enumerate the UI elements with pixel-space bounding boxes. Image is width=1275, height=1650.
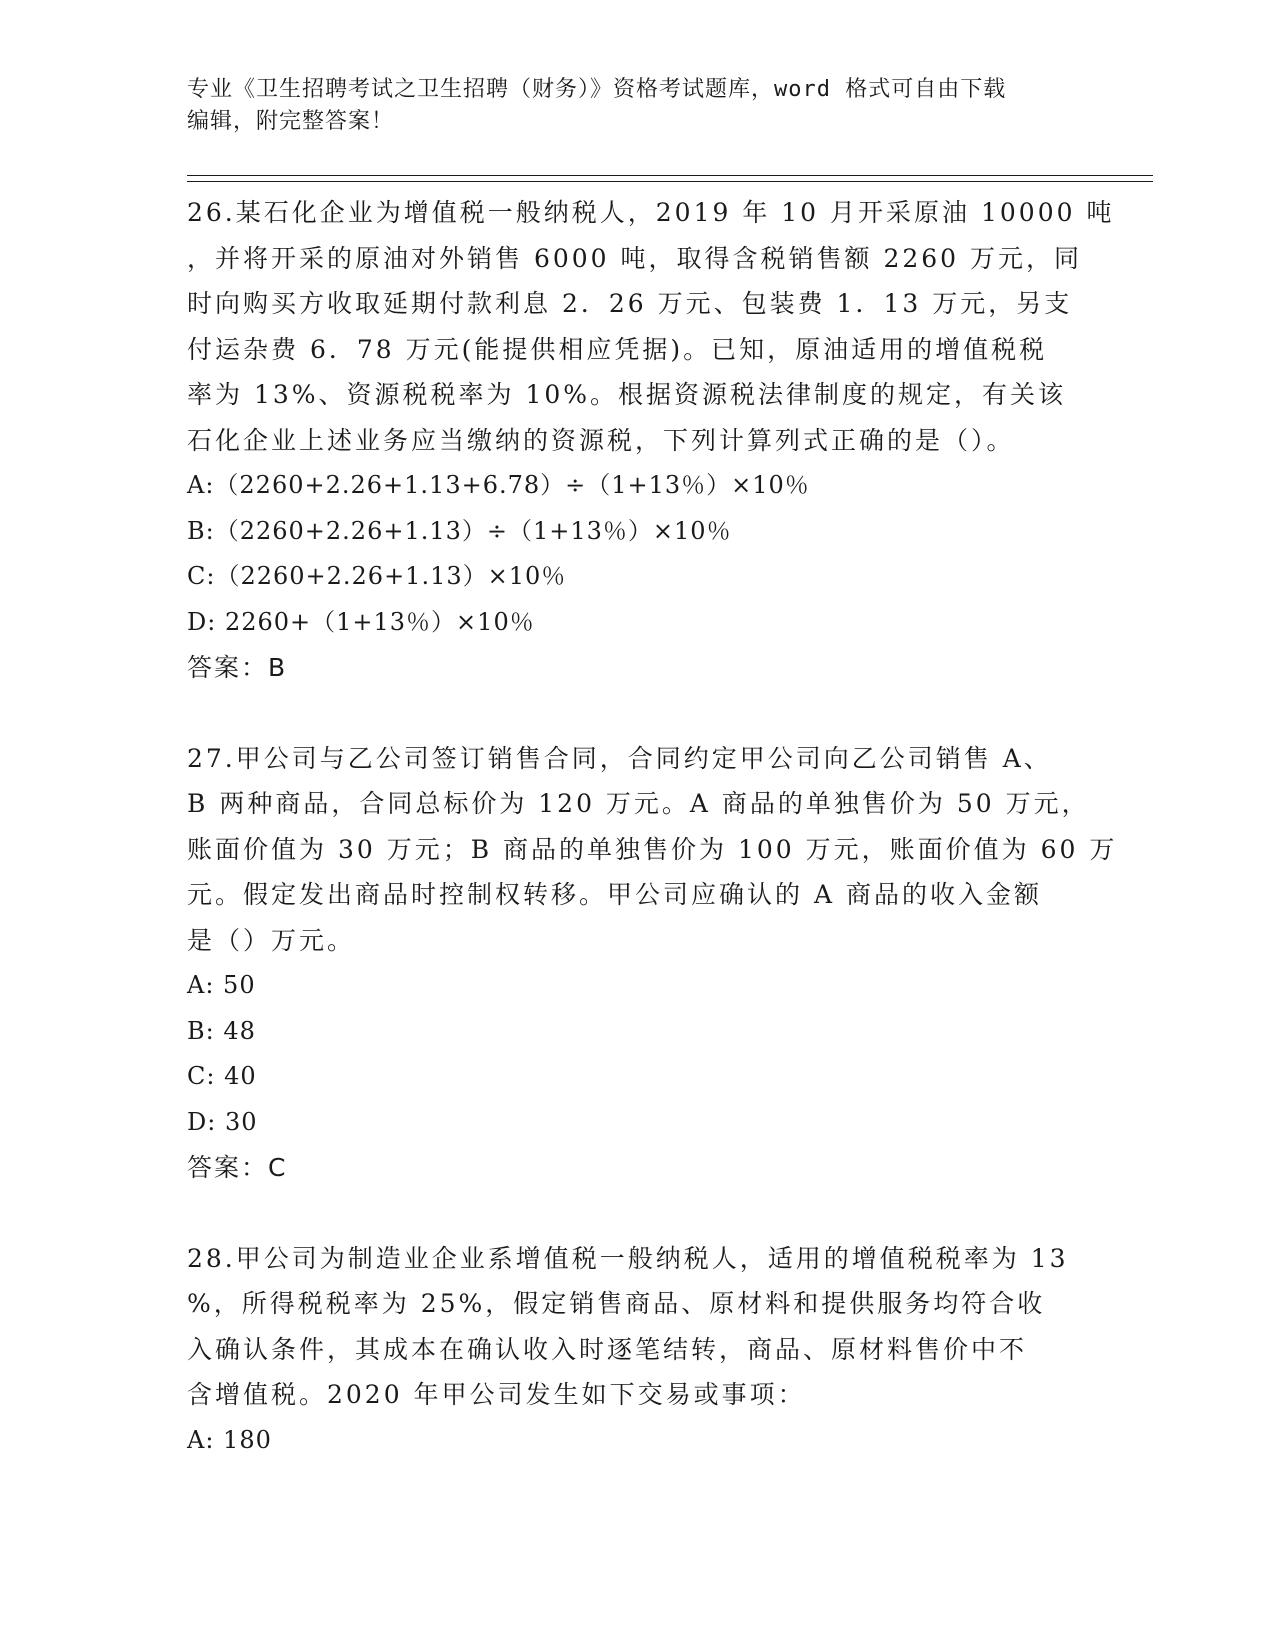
option-a: A: 180 xyxy=(187,1425,272,1454)
question-text-line: 入确认条件，其成本在确认收入时逐笔结转，商品、原材料售价中不 xyxy=(187,1334,1028,1364)
question-text-line: 付运杂费 6．78 万元(能提供相应凭据)。已知，原油适用的增值税税 xyxy=(187,334,1048,364)
spacer xyxy=(187,691,1087,736)
option-a: A: 50 xyxy=(187,971,256,999)
option-c: C: 40 xyxy=(187,1062,257,1090)
question-text-line: 28.甲公司为制造业企业系增值税一般纳税人，适用的增值税税率为 13 xyxy=(187,1243,1069,1273)
question-text-line: %，所得税税率为 25%，假定销售商品、原材料和提供服务均符合收 xyxy=(187,1289,1046,1318)
answer-label: 答案：B xyxy=(187,653,288,682)
question-text-line: 27.甲公司与乙公司签订销售合同，合同约定甲公司向乙公司销售 A、 xyxy=(187,743,1052,773)
option-b: B: 48 xyxy=(187,1016,256,1045)
option-c: C:（2260+2.26+1.13）×10％ xyxy=(187,562,567,590)
answer-label: 答案：C xyxy=(187,1153,288,1182)
question-text-line: 时向购买方收取延期付款利息 2．26 万元、包装费 1．13 万元，另支 xyxy=(187,289,1073,318)
header-divider-bottom xyxy=(187,181,1153,182)
question-text-line: 是（）万元。 xyxy=(187,925,356,955)
header-line-1: 专业《卫生招聘考试之卫生招聘（财务）》资格考试题库，word 格式可自由下载 xyxy=(187,77,1007,102)
option-d: D: 2260+（1+13％）×10％ xyxy=(187,607,535,636)
question-text-line: B 两种商品，合同总标价为 120 万元。A 商品的单独售价为 50 万元， xyxy=(187,789,1090,818)
option-a: A:（2260+2.26+1.13+6.78）÷（1+13％）×10％ xyxy=(187,471,810,499)
question-26 xyxy=(187,190,1115,691)
question-text-line: 石化企业上述业务应当缴纳的资源税，下列计算列式正确的是（）。 xyxy=(187,425,1015,455)
question-text-line: ，并将开采的原油对外销售 6000 吨，取得含税销售额 2260 万元，同 xyxy=(187,243,1083,273)
spacer xyxy=(187,1191,1087,1236)
question-text-line: 含增值税。2020 年甲公司发生如下交易或事项： xyxy=(187,1380,806,1409)
question-text-line: 元。假定发出商品时控制权转移。甲公司应确认的 A 商品的收入金额 xyxy=(187,880,1042,909)
question-text-line: 26.某石化企业为增值税一般纳税人，2019 年 10 月开采原油 10000 吨 xyxy=(187,198,1115,227)
question-27 xyxy=(187,736,1118,1191)
question-list xyxy=(187,190,1118,1463)
header-line-2: 编辑，附完整答案！ xyxy=(187,109,395,134)
question-text-line: 账面价值为 30 万元；B 商品的单独售价为 100 万元，账面价值为 60 万 xyxy=(187,834,1118,864)
question-text-line: 率为 13%、资源税税率为 10%。根据资源税法律制度的规定，有关该 xyxy=(187,380,1067,409)
document-header xyxy=(187,74,1067,138)
option-d: D: 30 xyxy=(187,1107,258,1136)
option-b: B:（2260+2.26+1.13）÷（1+13％）×10％ xyxy=(187,516,732,545)
header-divider-top xyxy=(187,175,1153,176)
question-28 xyxy=(187,1236,1087,1464)
